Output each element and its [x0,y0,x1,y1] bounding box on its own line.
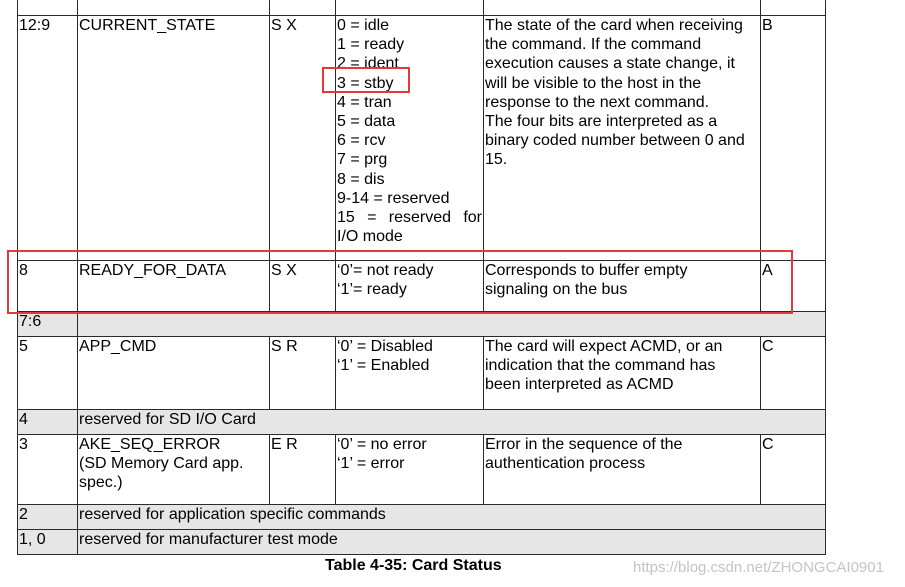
type-cell-line: E R [271,436,298,453]
table-row-partial [18,0,826,16]
highlight-stby-box [322,67,410,93]
table-row [18,337,826,410]
description-cell-line: response to the next command. [485,93,710,111]
type-cell [270,435,336,505]
description-cell [484,435,761,505]
name-cell-line: AKE_SEQ_ERROR [79,436,221,453]
partial-cell [336,0,484,16]
highlight-ready-for-data-box [7,250,793,314]
values-cell [336,435,484,505]
values-cell-line: 2 = ident [337,55,399,73]
reserved-cell-line: reserved for SD I/O Card [79,411,256,428]
table-row [18,410,826,435]
watermark: https://blog.csdn.net/ZHONGCAI0901 [633,559,884,576]
values-cell-line: 8 = dis [337,170,385,188]
description-cell-line: the command. If the command [485,36,702,54]
clear-cond-cell [761,435,826,505]
bit-cell [18,530,78,555]
partial-cell [270,0,336,16]
table-row [18,312,826,337]
values-cell-line: 0 = idle [337,17,390,34]
bit-cell-line: 8 [19,262,28,279]
description-cell-line: Corresponds to buffer empty [485,262,688,279]
bit-cell-line: 3 [19,436,28,453]
values-cell-line: 4 = tran [337,93,392,111]
description-cell-line: The card will expect ACMD, or an [485,338,723,355]
name-cell-line: (SD Memory Card app. [79,455,244,473]
name-cell-line: spec.) [79,474,123,492]
bit-cell [18,435,78,505]
bit-cell-line: 4 [19,411,28,428]
values-cell-line: ‘1’= ready [337,281,407,299]
values-cell-line: I/O mode [337,228,403,246]
clear-cond-cell-line: C [762,338,774,355]
partial-cell [18,0,78,16]
table-row [18,530,826,555]
values-cell-line: 5 = data [337,113,396,131]
bit-cell [18,410,78,435]
table-caption: Table 4-35: Card Status [325,557,502,574]
type-cell [270,337,336,410]
description-cell-line: binary coded number between 0 and [485,132,745,150]
values-cell-line: ‘1’ = Enabled [337,357,430,375]
values-cell-line: ‘1’ = error [337,455,405,473]
table-row [18,505,826,530]
values-cell-line: ‘0’ = Disabled [337,338,433,355]
reserved-cell-line: reserved for manufacturer test mode [79,531,338,548]
name-cell-line: CURRENT_STATE [79,17,216,34]
clear-cond-cell-line: B [762,17,773,34]
description-cell-line: execution causes a state change, it [485,55,735,73]
description-cell-line: Error in the sequence of the [485,436,683,453]
values-cell [336,337,484,410]
name-cell [78,435,270,505]
bit-cell-line: 2 [19,506,28,523]
description-cell [484,16,761,261]
values-cell-line: 15 = reserved for [337,209,482,227]
bit-cell [18,312,78,337]
name-cell-line: READY_FOR_DATA [79,262,226,279]
description-cell-line: The state of the card when receiving [485,17,743,34]
partial-cell [761,0,826,16]
clear-cond-cell [761,16,826,261]
values-cell-line: 7 = prg [337,151,388,169]
type-cell-line: S X [271,262,297,279]
description-cell-line: 15. [485,151,508,169]
description-cell-line: been interpreted as ACMD [485,376,674,394]
description-cell-line: will be visible to the host in the [485,74,702,92]
reserved-cell [78,312,826,337]
reserved-cell [78,530,826,555]
reserved-cell [78,410,826,435]
clear-cond-cell-line: A [762,262,773,279]
partial-cell [484,0,761,16]
bit-cell [18,16,78,261]
type-cell-line: S X [271,17,297,34]
values-cell [336,16,484,261]
description-cell-line: signaling on the bus [485,281,628,299]
description-cell-line: indication that the command has [485,357,716,375]
values-cell-line: ‘0’= not ready [337,262,434,279]
values-cell-line: 3 = stby [337,74,394,92]
values-cell-line: 9-14 = reserved [337,189,450,207]
name-cell [78,337,270,410]
bit-cell-line: 7:6 [19,313,42,330]
values-cell-line: 1 = ready [337,36,405,54]
bit-cell-line: 5 [19,338,28,355]
reserved-cell [78,505,826,530]
description-cell-line: The four bits are interpreted as a [485,113,718,131]
values-cell-line: ‘0’ = no error [337,436,427,453]
description-cell-line: authentication process [485,455,646,473]
description-cell [484,337,761,410]
values-cell-line: 6 = rcv [337,132,386,150]
bit-cell [18,337,78,410]
clear-cond-cell-line: C [762,436,774,453]
table-row [18,435,826,505]
bit-cell [18,505,78,530]
bit-cell-line: 1, 0 [19,531,46,548]
reserved-cell-line: reserved for application specific commands [79,506,386,523]
partial-cell [78,0,270,16]
bit-cell-line: 12:9 [19,17,51,34]
name-cell-line: APP_CMD [79,338,157,355]
type-cell-line: S R [271,338,298,355]
name-cell [78,16,270,261]
type-cell [270,16,336,261]
clear-cond-cell [761,337,826,410]
table-row [18,16,826,261]
